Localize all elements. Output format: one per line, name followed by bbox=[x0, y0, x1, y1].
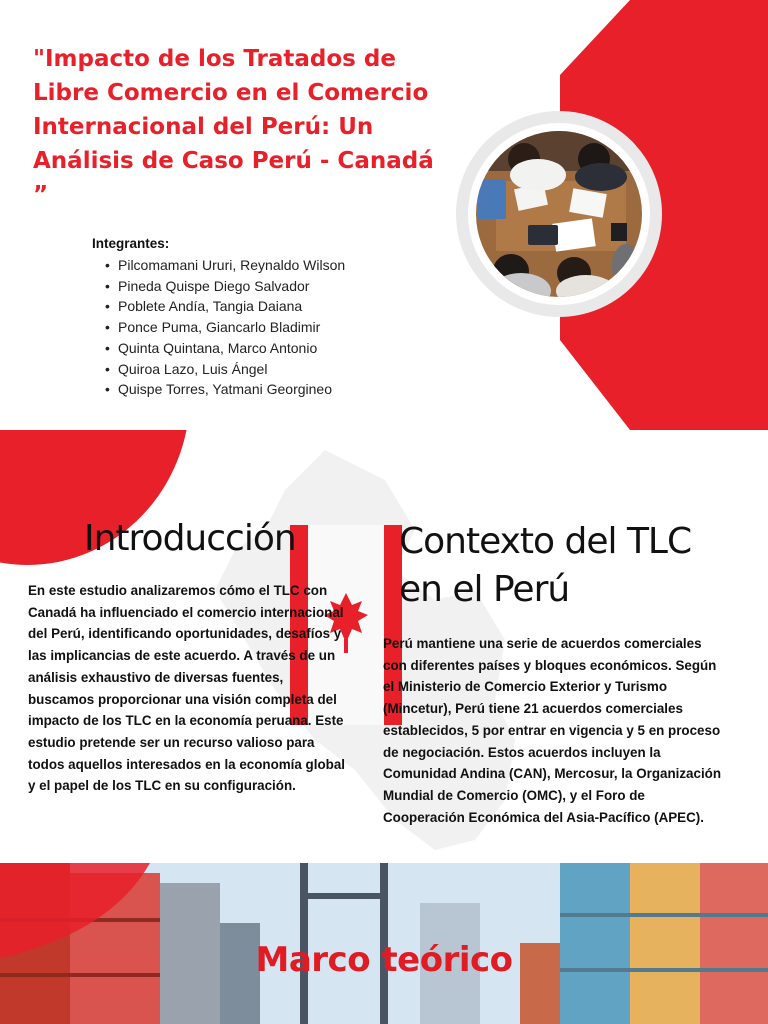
list-item: • Poblete Andía, Tangia Daiana bbox=[118, 296, 345, 317]
list-item: • Pilcomamani Ururi, Reynaldo Wilson bbox=[118, 255, 345, 276]
list-item: • Quiroa Lazo, Luis Ángel bbox=[118, 359, 345, 380]
introduction-heading: Introducción bbox=[84, 518, 296, 559]
team-meeting-photo bbox=[476, 131, 642, 297]
context-heading: Contexto del TLC en el Perú bbox=[399, 521, 692, 610]
list-item: • Quispe Torres, Yatmani Georgineo bbox=[118, 379, 345, 400]
list-item: • Ponce Puma, Giancarlo Bladimir bbox=[118, 317, 345, 338]
members-list bbox=[104, 255, 345, 400]
theoretical-framework-slide bbox=[0, 863, 768, 1024]
theoretical-framework-heading: Marco teórico bbox=[255, 940, 513, 980]
list-item: • Pineda Quispe Diego Salvador bbox=[118, 276, 345, 297]
members-label: Integrantes: bbox=[92, 236, 170, 251]
introduction-slide bbox=[0, 430, 768, 863]
title-slide bbox=[0, 0, 768, 430]
list-item: • Quinta Quintana, Marco Antonio bbox=[118, 338, 345, 359]
context-text: Perú mantiene una serie de acuerdos comerciales con diferentes países y bloques económicos. Según el Ministerio de Comercio Exterior y Turismo (Mincetur), Perú tiene 21 acuerdos comerciales establecidos, 5 por entrar en vigencia y 5 en proceso de negociación. Estos acuerdos incluyen la Comunidad Andina (CAN), Mercosur, la Organización Mundial de Comercio (OMC), y el Foro de Cooperación Económica del Asia-Pacífico (APEC). bbox=[383, 636, 722, 825]
presentation-title: "Impacto de los Tratados de Libre Comercio en el Comercio Internacional del Perú: Un Análisis de Caso Perú - Canadá ” bbox=[33, 46, 434, 208]
introduction-text: En este estudio analizaremos cómo el TLC con Canadá ha influenciado el comercio internacional del Perú, identificando oportunidades, desafíos y las implicancias de este acuerdo. A través de un análisis exhaustivo de diversas fuentes, buscamos proporcionar una visión completa del impacto de los TLC en la economía peruana. Este estudio pretende ser un recurso valioso para todos aquellos interesados en la economía global y el papel de los TLC en su configuración. bbox=[28, 583, 345, 794]
